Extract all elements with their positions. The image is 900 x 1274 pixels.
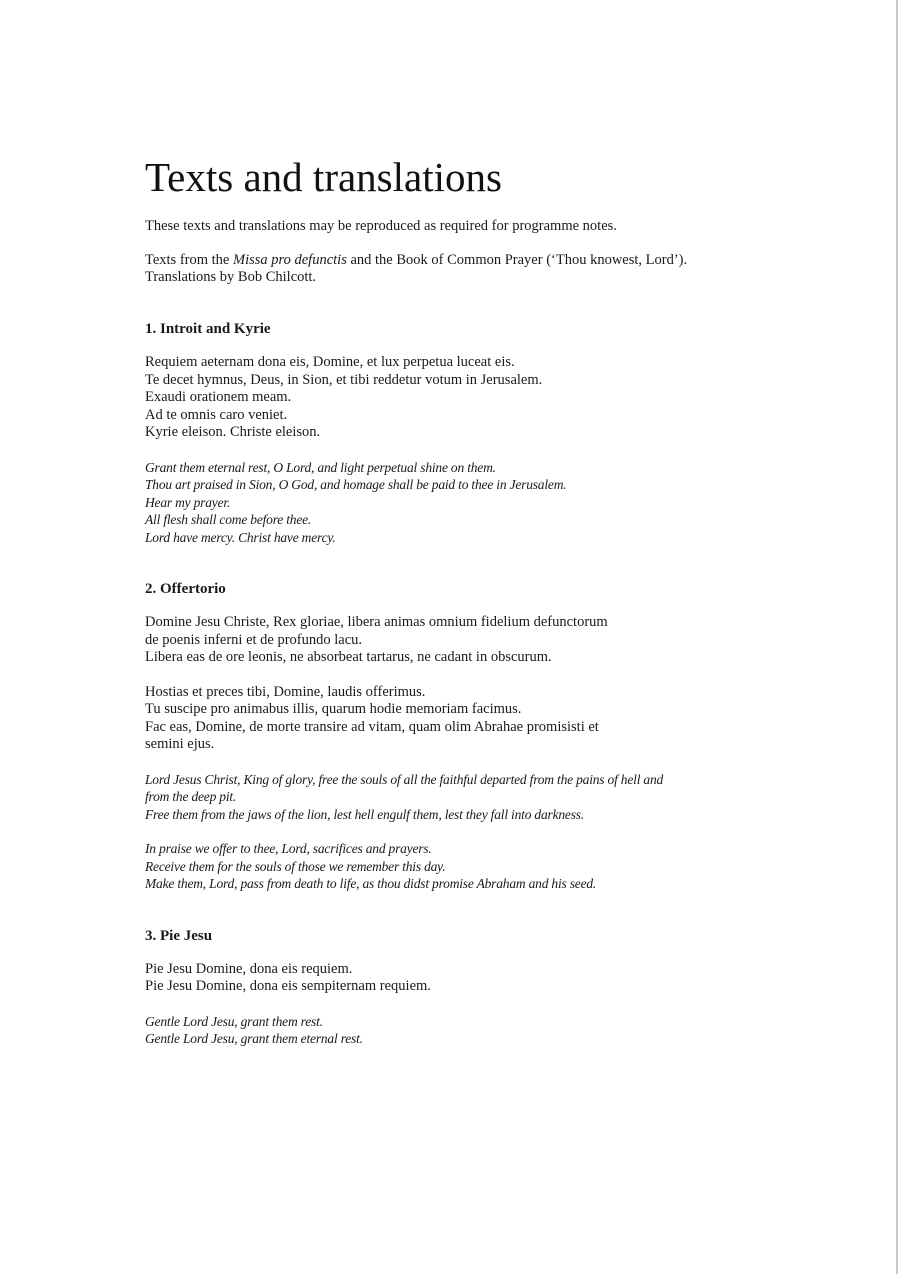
latin-text-pie-jesu bbox=[145, 961, 785, 996]
text-line: Free them from the jaws of the lion, lest hell engulf them, lest they fall into darkness. bbox=[145, 806, 585, 822]
section-heading-offertorio: 2. Offertorio bbox=[145, 581, 226, 597]
text-line: Receive them for the souls of those we remember this day. bbox=[145, 858, 446, 874]
text-line: Make them, Lord, pass from death to life, as thou didst promise Abraham and his seed. bbox=[145, 876, 597, 891]
text-line: Domine Jesu Christe, Rex gloriae, libera animas omnium fidelium defunctorum bbox=[145, 614, 608, 630]
english-translation-pie-jesu bbox=[145, 1013, 785, 1048]
text-line: Requiem aeternam dona eis, Domine, et lux perpetua luceat eis. bbox=[145, 354, 515, 370]
latin-text-offertorio-1 bbox=[145, 614, 785, 667]
text-line: Kyrie eleison. Christe eleison. bbox=[145, 424, 321, 440]
text-line: de poenis inferni et de profundo lacu. bbox=[145, 631, 363, 648]
text-line: from the deep pit. bbox=[145, 789, 237, 804]
intro-sources-prefix: Texts from the bbox=[145, 252, 233, 268]
intro-sources-missa: Missa pro defunctis bbox=[232, 252, 347, 268]
section-heading-introit-kyrie: 1. Introit and Kyrie bbox=[145, 321, 271, 337]
text-line: Thou art praised in Sion, O God, and homage shall be paid to thee in Jerusalem. bbox=[145, 477, 567, 492]
section-heading-pie-jesu: 3. Pie Jesu bbox=[145, 927, 213, 944]
text-line: In praise we offer to thee, Lord, sacrifices and prayers. bbox=[145, 841, 432, 856]
english-translation-offertorio-1 bbox=[145, 771, 785, 824]
intro-sources-text bbox=[145, 252, 785, 269]
text-line: Libera eas de ore leonis, ne absorbeat tartarus, ne cadant in obscurum. bbox=[145, 649, 552, 665]
intro-sources bbox=[145, 252, 785, 286]
text-line: Te decet hymnus, Deus, in Sion, et tibi reddetur votum in Jerusalem. bbox=[145, 371, 543, 388]
text-line: Hear my prayer. bbox=[145, 494, 231, 510]
text-line: Exaudi orationem meam. bbox=[145, 389, 292, 405]
page-title: Texts and translations bbox=[145, 154, 502, 200]
text-line: Gentle Lord Jesu, grant them eternal rest. bbox=[145, 1031, 363, 1046]
latin-text-introit bbox=[145, 354, 785, 442]
text-line: Pie Jesu Domine, dona eis requiem. bbox=[145, 960, 353, 977]
text-line: semini ejus. bbox=[145, 736, 215, 752]
text-line: Grant them eternal rest, O Lord, and light perpetual shine on them. bbox=[145, 459, 496, 475]
intro-translator: Translations by Bob Chilcott. bbox=[145, 269, 317, 285]
text-line: Hostias et preces tibi, Domine, laudis offerimus. bbox=[145, 683, 426, 700]
intro-reproduction-note: These texts and translations may be reproduced as required for programme notes. bbox=[145, 218, 617, 234]
text-line: All flesh shall come before thee. bbox=[145, 512, 312, 527]
english-translation-introit bbox=[145, 459, 785, 547]
intro-note bbox=[145, 218, 785, 235]
text-line: Gentle Lord Jesu, grant them rest. bbox=[145, 1013, 323, 1029]
page-content bbox=[145, 152, 785, 1065]
latin-text-offertorio-2 bbox=[145, 684, 785, 754]
text-line: Lord have mercy. Christ have mercy. bbox=[145, 529, 336, 545]
text-line: Ad te omnis caro veniet. bbox=[145, 406, 288, 423]
english-translation-offertorio-2 bbox=[145, 840, 785, 893]
text-line: Tu suscipe pro animabus illis, quarum hodie memoriam facimus. bbox=[145, 701, 522, 717]
text-line: Fac eas, Domine, de morte transire ad vitam, quam olim Abrahae promisisti et bbox=[145, 718, 599, 735]
text-line: Lord Jesus Christ, King of glory, free the souls of all the faithful departed from the pains of hell and bbox=[145, 771, 664, 787]
intro-sources-suffix: and the Book of Common Prayer (‘Thou knowest, Lord’). bbox=[346, 252, 688, 268]
text-line: Pie Jesu Domine, dona eis sempiternam requiem. bbox=[145, 978, 431, 994]
